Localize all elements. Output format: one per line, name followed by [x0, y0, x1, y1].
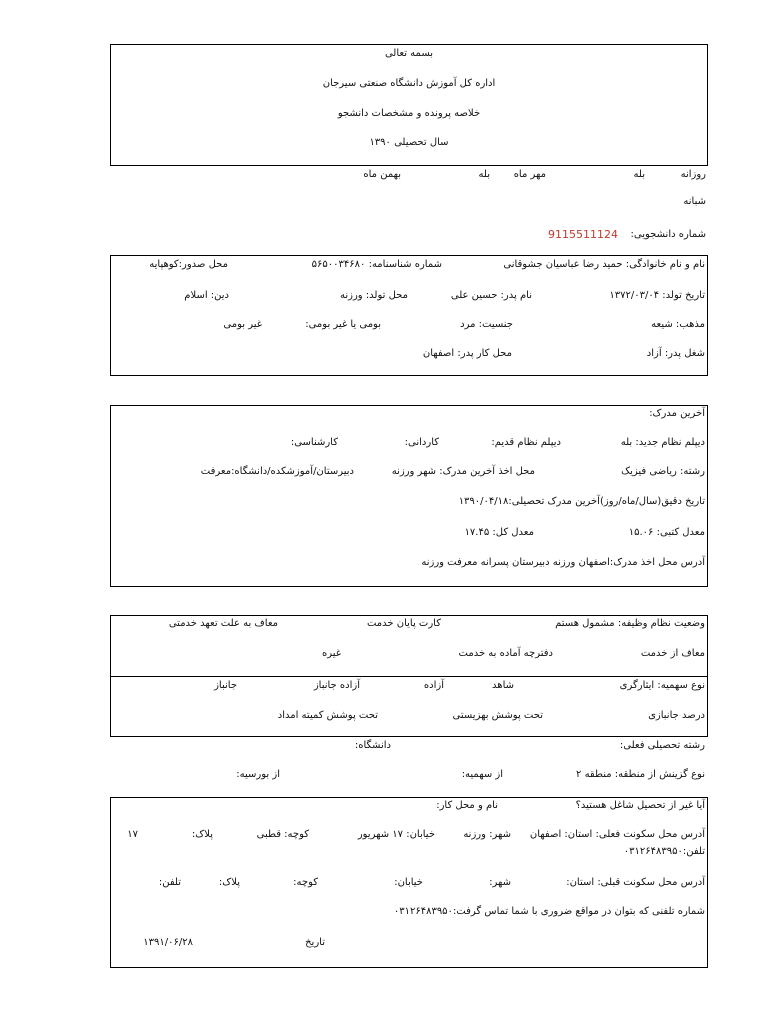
- current-alley: کوچه: قطبی: [256, 829, 309, 840]
- current-university: دانشگاه:: [354, 740, 391, 751]
- full-name: نام و نام خانوادگی: حمید رضا عباسیان جشوقانی: [503, 259, 705, 270]
- ready-booklet: دفترچه آماده به خدمت: [458, 648, 553, 659]
- birth-place: محل تولد: ورزنه: [340, 290, 408, 301]
- selection-region: نوع گزینش از منطقه: منطقه ۲: [576, 769, 705, 780]
- new-diploma: دیپلم نظام جدید: بله: [620, 437, 705, 448]
- student-no-label: شماره دانشجویی:: [630, 229, 706, 240]
- service-card: کارت پایان خدمت: [366, 618, 441, 629]
- commitment-exempt: معاف به علت تعهد خدمتی: [168, 618, 278, 629]
- kardani: کاردانی:: [404, 437, 439, 448]
- other: غیره: [321, 648, 341, 659]
- religion: دین: اسلام: [184, 290, 229, 301]
- header-line-3: خلاصه پرونده و مشخصات دانشجو: [337, 108, 481, 119]
- freed-veteran: آزاده جانباز: [313, 680, 360, 691]
- quota-type: نوع سهمیه: ایثارگری: [619, 680, 705, 691]
- header-line-4: سال تحصیلی ۱۳۹۰: [369, 137, 449, 148]
- field-of-study: رشته: ریاضی فیزیک: [621, 466, 705, 477]
- military-status: وضعیت نظام وظیفه: مشمول هستم: [555, 618, 705, 629]
- school-name: دبیرستان/آموزشکده/دانشگاه:معرفت: [200, 466, 354, 477]
- written-gpa: معدل کتبی: ۱۵.۰۶: [628, 527, 705, 538]
- emdad: تحت پوشش کمیته امداد: [277, 710, 378, 721]
- native-answer: غیر بومی: [223, 319, 262, 330]
- karshenasi: کارشناسی:: [290, 437, 338, 448]
- freed: آزاده: [423, 680, 444, 691]
- veteran: جانباز: [214, 680, 237, 691]
- current-address: آدرس محل سکونت فعلی: استان: اصفهان: [529, 829, 705, 840]
- current-plaque-value: ۱۷: [127, 829, 138, 840]
- martyr: شاهد: [492, 680, 514, 691]
- mehr-value: بله: [478, 169, 490, 180]
- previous-address: آدرس محل سکونت قبلی: استان:: [566, 877, 705, 888]
- current-city: شهر: ورزنه: [463, 829, 511, 840]
- current-phone: تلفن:۰۳۱۲۶۴۸۳۹۵۰: [623, 846, 705, 857]
- previous-phone: تلفن:: [158, 877, 181, 888]
- header-line-2: اداره کل آموزش دانشگاه صنعتی سیرجان: [322, 78, 496, 89]
- bahman-label: بهمن ماه: [363, 169, 401, 180]
- previous-city: شهر:: [489, 877, 511, 888]
- previous-street: خیابان:: [394, 877, 423, 888]
- previous-alley: کوچه:: [293, 877, 318, 888]
- previous-plaque: پلاک:: [218, 877, 240, 888]
- old-diploma: دیپلم نظام قدیم:: [491, 437, 561, 448]
- madhab: مذهب: شیعه: [651, 319, 705, 330]
- shabane-label: شبانه: [683, 196, 706, 207]
- employed-question: آیا غیر از تحصیل شاغل هستید؟: [575, 800, 705, 811]
- degree-date: تاریخ دقیق(سال/ماه/روز)آخرین مدرک تحصیلی:۱۳۹۰/۰۴/۱۸: [458, 496, 705, 507]
- personal-box: [110, 255, 708, 376]
- father-job: شغل پدر: آزاد: [646, 348, 705, 359]
- id-number: شماره شناسنامه: ۵۶۵۰۰۳۴۶۸۰: [311, 259, 442, 270]
- total-gpa: معدل کل: ۱۷.۴۵: [464, 527, 534, 538]
- gender: جنسیت: مرد: [460, 319, 513, 330]
- mehr-label: مهر ماه: [513, 169, 546, 180]
- student-no-value: 9115511124: [548, 228, 618, 241]
- rozane-label: روزانه: [680, 169, 706, 180]
- from-scholarship: از بورسیه:: [236, 769, 280, 780]
- degree-address: آدرس محل اخذ مدرک:اصفهان ورزنه دبیرستان پسرانه معرفت ورزنه: [421, 557, 705, 568]
- job-place: نام و محل کار:: [436, 800, 498, 811]
- father-name: نام پدر: حسین علی: [450, 290, 532, 301]
- father-work-place: محل کار پدر: اصفهان: [422, 348, 512, 359]
- header-line-1: بسمه تعالی: [384, 48, 434, 59]
- current-street: خیابان: ۱۷ شهریور: [357, 829, 435, 840]
- rozane-value: بله: [633, 169, 645, 180]
- issue-place: محل صدور:کوهپایه: [149, 259, 228, 270]
- military-divider: [110, 676, 708, 677]
- veteran-percent: درصد جانبازی: [648, 710, 705, 721]
- date-value: ۱۳۹۱/۰۶/۲۸: [143, 937, 193, 948]
- current-plaque: پلاک:: [191, 829, 213, 840]
- behzisti: تحت پوشش بهزیستی: [452, 710, 543, 721]
- current-field: رشته تحصیلی فعلی:: [619, 740, 705, 751]
- date-label: تاریخ: [305, 937, 325, 948]
- from-quota: از سهمیه:: [461, 769, 503, 780]
- birth-date: تاریخ تولد: ۱۳۷۲/۰۳/۰۴: [609, 290, 705, 301]
- degree-place: محل اخذ آخرین مدرک: شهر ورزنه: [391, 466, 535, 477]
- last-degree: آخرین مدرک:: [649, 408, 705, 419]
- emergency-phone: شماره تلفنی که بتوان در مواقع ضروری با شما تماس گرفت:۰۳۱۲۶۴۸۳۹۵۰: [393, 906, 705, 917]
- exempt: معاف از خدمت: [640, 648, 705, 659]
- native-question: بومی یا غیر بومی:: [305, 319, 381, 330]
